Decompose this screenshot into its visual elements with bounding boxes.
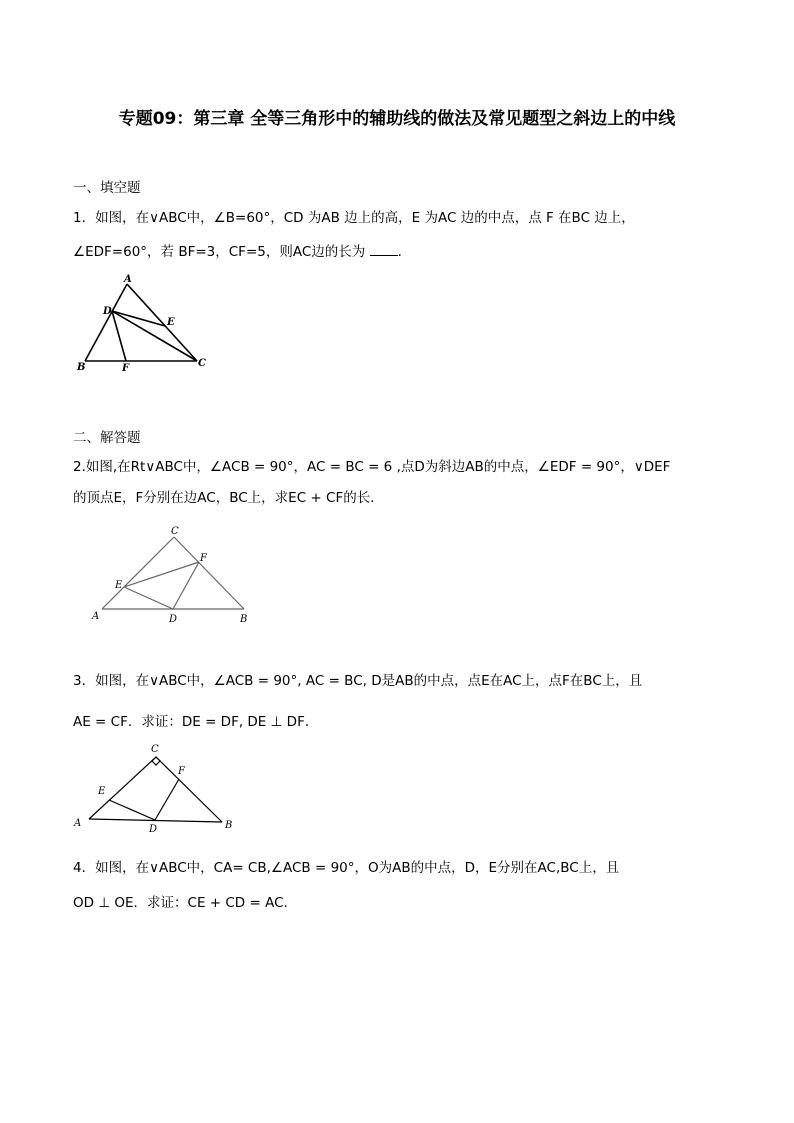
q1-seg-de [112, 311, 165, 326]
q1-label-a: A [124, 274, 132, 285]
q1-side-ac [127, 284, 197, 361]
q1-label-d: D [103, 306, 112, 317]
q1-figure [75, 275, 215, 375]
q3-label-c: C [151, 744, 159, 755]
page-title: 专题09：第三章 全等三角形中的辅助线的做法及常见题型之斜边上的中线 [118, 109, 676, 129]
q3-side-cb [156, 757, 222, 822]
q1-label-c: C [198, 358, 206, 369]
q1-seg-dc [112, 311, 197, 361]
q1-text-line2-end: . [397, 244, 402, 260]
q2-label-e: E [115, 580, 123, 591]
q2-label-b: B [240, 614, 248, 625]
section-answer: 二、解答题 [73, 430, 141, 446]
q3-seg-ed [109, 800, 155, 820]
q1-label-f: F [122, 363, 130, 374]
q3-right-angle-mark [152, 757, 160, 765]
q3-text-line2: AE = CF．求证：DE = DF, DE ⊥ DF． [73, 714, 319, 730]
q2-label-c: C [171, 526, 179, 537]
q1-text-line2 [73, 240, 402, 260]
q1-text-line2-main: ∠EDF=60°，若 BF=3，CF=5，则AC边的长为 [73, 244, 370, 260]
q1-text-line1: 1．如图，在∨ABC中，∠B=60°，CD 为AB 边上的高，E 为AC 边的中点，点 F 在BC 边上， [73, 210, 635, 226]
q2-label-f: F [200, 553, 207, 564]
q1-answer-blank [370, 243, 398, 256]
q3-text-line1: 3．如图，在∨ABC中，∠ACB = 90°, AC = BC, D是AB的中点，点E在AC上，点F在BC上，且 [73, 673, 643, 689]
section-fill-in-blank: 一、填空题 [73, 180, 141, 196]
q3-label-d: D [149, 824, 158, 835]
q3-seg-df [155, 779, 179, 820]
q3-label-a: A [74, 818, 82, 829]
q2-label-a: A [92, 611, 100, 622]
q2-seg-ed [124, 587, 173, 609]
q3-label-b: B [225, 820, 233, 831]
q3-label-e: E [98, 786, 106, 797]
q1-label-e: E [167, 317, 175, 328]
q1-label-b: B [77, 362, 86, 373]
q2-figure [88, 525, 253, 625]
q2-side-cb [174, 537, 244, 609]
q2-text-line2: 的顶点E，F分别在边AC，BC上，求EC + CF的长． [73, 490, 384, 506]
q2-text-line1: 2.如图,在Rt∨ABC中，∠ACB = 90°，AC = BC = 6 ,点D为斜边AB的中点，∠EDF = 90°，∨DEF [73, 459, 671, 475]
q4-text-line1: 4．如图，在∨ABC中，CA= CB,∠ACB = 90°，O为AB的中点，D，E分别在AC,BC上，且 [73, 860, 620, 876]
q3-figure [72, 740, 242, 838]
q2-side-ac [102, 537, 174, 609]
q2-label-d: D [169, 614, 178, 625]
q4-text-line2: OD ⊥ OE．求证：CE + CD = AC． [73, 895, 298, 911]
q1-side-ab [85, 284, 127, 361]
q3-label-f: F [178, 766, 185, 777]
